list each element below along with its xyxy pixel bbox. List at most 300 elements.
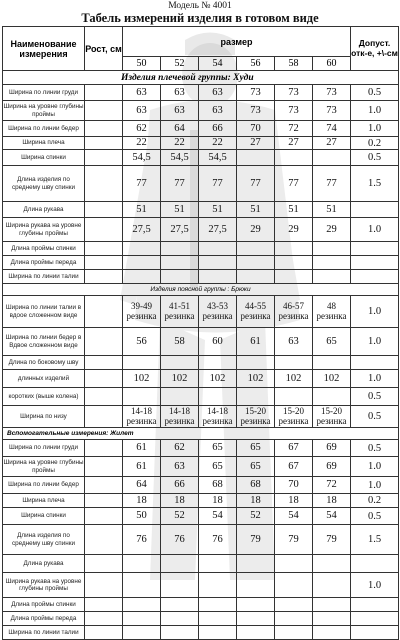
size-cell: 54	[199, 57, 237, 71]
value-cell: 43-53 резинка	[199, 296, 237, 328]
value-cell: 15-20 резинка	[275, 406, 313, 428]
height-cell	[85, 388, 123, 406]
table-row	[3, 508, 399, 525]
value-cell	[237, 270, 275, 284]
height-cell	[85, 477, 123, 494]
height-cell	[85, 328, 123, 356]
value-cell: 41-51 резинка	[161, 296, 199, 328]
value-cell	[199, 626, 237, 640]
table-row	[3, 242, 399, 256]
value-cell: 79	[237, 525, 275, 555]
document-title: Табель измерений изделия в готовом виде	[81, 11, 319, 25]
value-cell: 67	[275, 457, 313, 477]
value-cell	[313, 598, 351, 612]
height-cell	[85, 406, 123, 428]
table-row	[3, 626, 399, 640]
measurement-table	[2, 26, 399, 640]
table-row	[3, 256, 399, 270]
value-cell: 39-49 резинка	[123, 296, 161, 328]
table-row	[3, 356, 399, 370]
value-cell: 66	[161, 477, 199, 494]
measurement-label: Длина по боковому шву	[3, 356, 85, 370]
value-cell	[275, 598, 313, 612]
tolerance-cell: 0.5	[351, 440, 399, 457]
table-row	[3, 166, 399, 202]
value-cell: 22	[161, 137, 199, 150]
value-cell: 27,5	[161, 218, 199, 242]
value-cell	[161, 573, 199, 598]
value-cell: 77	[123, 166, 161, 202]
value-cell	[237, 388, 275, 406]
header-height: Рост, см	[85, 27, 123, 71]
header-size: размер	[123, 27, 351, 57]
value-cell: 72	[313, 477, 351, 494]
tolerance-cell	[351, 555, 399, 573]
value-cell: 63	[123, 85, 161, 101]
value-cell: 51	[237, 202, 275, 218]
value-cell: 29	[275, 218, 313, 242]
value-cell	[161, 270, 199, 284]
value-cell: 73	[275, 101, 313, 121]
section-title: Вспомогательные измерения: Жилет	[3, 428, 399, 440]
table-row	[3, 218, 399, 242]
height-cell	[85, 101, 123, 121]
value-cell	[123, 598, 161, 612]
height-cell	[85, 612, 123, 626]
value-cell: 29	[237, 218, 275, 242]
model-number: Модель № 4001	[168, 1, 232, 11]
table-row	[3, 370, 399, 388]
size-cell: 58	[275, 57, 313, 71]
tolerance-cell: 0.2	[351, 137, 399, 150]
value-cell: 22	[199, 137, 237, 150]
value-cell: 27	[237, 137, 275, 150]
value-cell	[313, 150, 351, 166]
value-cell: 102	[161, 370, 199, 388]
measurement-label: Ширина по линии талии в вдоое сложенном виде	[3, 296, 85, 328]
value-cell: 56	[123, 328, 161, 356]
value-cell: 63	[123, 101, 161, 121]
tolerance-cell: 1.0	[351, 101, 399, 121]
measurement-label: Ширина по линии бедер	[3, 121, 85, 137]
value-cell: 27	[313, 137, 351, 150]
size-cell: 60	[313, 57, 351, 71]
table-row	[3, 85, 399, 101]
value-cell: 68	[199, 477, 237, 494]
value-cell: 77	[313, 166, 351, 202]
value-cell: 54,5	[123, 150, 161, 166]
tolerance-cell: 1.0	[351, 370, 399, 388]
measurement-label: Ширина по линии талии	[3, 626, 85, 640]
tolerance-cell: 1.0	[351, 457, 399, 477]
value-cell: 63	[161, 101, 199, 121]
value-cell	[237, 573, 275, 598]
value-cell: 61	[237, 328, 275, 356]
value-cell	[313, 555, 351, 573]
value-cell: 46-57 резинка	[275, 296, 313, 328]
value-cell: 73	[275, 85, 313, 101]
section-title: Изделия плечевой группы: Худи	[3, 71, 399, 85]
value-cell	[123, 270, 161, 284]
tolerance-cell: 0.5	[351, 150, 399, 166]
tolerance-cell	[351, 598, 399, 612]
tolerance-cell: 1.0	[351, 218, 399, 242]
value-cell: 62	[161, 440, 199, 457]
value-cell: 29	[313, 218, 351, 242]
height-cell	[85, 440, 123, 457]
value-cell: 102	[199, 370, 237, 388]
value-cell	[275, 150, 313, 166]
value-cell: 18	[161, 494, 199, 508]
height-cell	[85, 555, 123, 573]
value-cell	[123, 555, 161, 573]
value-cell: 69	[313, 440, 351, 457]
tolerance-cell: 1.0	[351, 328, 399, 356]
measurement-label: Длина изделия по среднему шву спинки	[3, 166, 85, 202]
value-cell	[237, 356, 275, 370]
height-cell	[85, 121, 123, 137]
value-cell: 77	[199, 166, 237, 202]
value-cell	[199, 256, 237, 270]
value-cell: 68	[237, 477, 275, 494]
table-row	[3, 406, 399, 428]
height-cell	[85, 137, 123, 150]
measurement-label: Длина рукава	[3, 555, 85, 573]
size-cell: 52	[161, 57, 199, 71]
tolerance-cell: 0.2	[351, 494, 399, 508]
table-row	[3, 555, 399, 573]
value-cell: 67	[275, 440, 313, 457]
tolerance-cell	[351, 626, 399, 640]
value-cell	[199, 270, 237, 284]
measurement-label: Длина проймы спинки	[3, 598, 85, 612]
value-cell: 60	[199, 328, 237, 356]
value-cell	[237, 256, 275, 270]
value-cell: 18	[123, 494, 161, 508]
height-cell	[85, 494, 123, 508]
value-cell	[199, 242, 237, 256]
value-cell: 63	[161, 457, 199, 477]
section-title: Изделия поясной группы : Брюки	[3, 284, 399, 296]
measurement-label: Ширина спинки	[3, 150, 85, 166]
value-cell: 18	[237, 494, 275, 508]
height-cell	[85, 166, 123, 202]
value-cell: 65	[237, 440, 275, 457]
value-cell	[275, 242, 313, 256]
measurement-label: Длина проймы переда	[3, 612, 85, 626]
value-cell: 48 резинка	[313, 296, 351, 328]
value-cell: 79	[313, 525, 351, 555]
value-cell: 27,5	[123, 218, 161, 242]
height-cell	[85, 150, 123, 166]
value-cell: 77	[161, 166, 199, 202]
value-cell	[237, 612, 275, 626]
tolerance-cell: 1.0	[351, 477, 399, 494]
value-cell	[123, 626, 161, 640]
height-cell	[85, 508, 123, 525]
table-row	[3, 494, 399, 508]
value-cell: 54	[275, 508, 313, 525]
value-cell: 102	[237, 370, 275, 388]
value-cell: 77	[237, 166, 275, 202]
value-cell: 79	[275, 525, 313, 555]
value-cell: 102	[275, 370, 313, 388]
measurement-label: Ширина рукава на уровне глубины проймы	[3, 573, 85, 598]
tolerance-cell	[351, 202, 399, 218]
value-cell	[123, 612, 161, 626]
table-row	[3, 457, 399, 477]
height-cell	[85, 270, 123, 284]
value-cell: 64	[123, 477, 161, 494]
value-cell: 14-18 резинка	[161, 406, 199, 428]
value-cell	[161, 598, 199, 612]
value-cell	[123, 573, 161, 598]
value-cell: 63	[161, 85, 199, 101]
value-cell: 77	[275, 166, 313, 202]
value-cell	[123, 356, 161, 370]
value-cell	[161, 256, 199, 270]
tolerance-cell: 0.5	[351, 388, 399, 406]
value-cell	[123, 242, 161, 256]
value-cell: 27,5	[199, 218, 237, 242]
value-cell: 69	[313, 457, 351, 477]
value-cell: 65	[313, 328, 351, 356]
value-cell: 73	[237, 85, 275, 101]
measurement-label: Ширина по линии бедер в Вдвое сложенном виде	[3, 328, 85, 356]
value-cell	[275, 270, 313, 284]
value-cell: 76	[161, 525, 199, 555]
table-row	[3, 137, 399, 150]
size-cell: 50	[123, 57, 161, 71]
value-cell: 76	[199, 525, 237, 555]
value-cell	[161, 356, 199, 370]
value-cell: 27	[275, 137, 313, 150]
value-cell: 51	[123, 202, 161, 218]
value-cell: 62	[123, 121, 161, 137]
value-cell	[199, 598, 237, 612]
height-cell	[85, 218, 123, 242]
header-tolerance: Допуст. отк-е, +\-см	[351, 27, 399, 71]
tolerance-cell: 1.0	[351, 121, 399, 137]
value-cell	[237, 555, 275, 573]
value-cell: 66	[199, 121, 237, 137]
table-row	[3, 388, 399, 406]
value-cell	[161, 388, 199, 406]
value-cell: 54,5	[161, 150, 199, 166]
measurement-label: Ширина по низу	[3, 406, 85, 428]
measurement-label: Ширина плеча	[3, 137, 85, 150]
value-cell	[313, 242, 351, 256]
value-cell: 102	[313, 370, 351, 388]
value-cell: 18	[275, 494, 313, 508]
table-row	[3, 573, 399, 598]
value-cell	[313, 270, 351, 284]
value-cell: 73	[237, 101, 275, 121]
value-cell: 52	[161, 508, 199, 525]
size-cell: 56	[237, 57, 275, 71]
value-cell	[313, 356, 351, 370]
header-name: Наименование измерения	[3, 27, 85, 71]
measurement-label: Длина рукава	[3, 202, 85, 218]
section-row	[3, 428, 399, 440]
value-cell	[275, 356, 313, 370]
measurement-label: Ширина на уровне глубины проймы	[3, 457, 85, 477]
tolerance-cell	[351, 356, 399, 370]
table-row	[3, 150, 399, 166]
height-cell	[85, 626, 123, 640]
height-cell	[85, 256, 123, 270]
value-cell	[313, 612, 351, 626]
tolerance-cell: 0.5	[351, 406, 399, 428]
value-cell: 15-20 резинка	[237, 406, 275, 428]
value-cell	[199, 573, 237, 598]
tolerance-cell	[351, 270, 399, 284]
tolerance-cell	[351, 242, 399, 256]
value-cell: 65	[199, 440, 237, 457]
height-cell	[85, 525, 123, 555]
table-body	[3, 27, 399, 640]
value-cell: 65	[237, 457, 275, 477]
tolerance-cell: 1.0	[351, 296, 399, 328]
value-cell: 44-55 резинка	[237, 296, 275, 328]
tolerance-cell	[351, 612, 399, 626]
value-cell: 73	[313, 85, 351, 101]
measurement-label: Ширина по линии талии	[3, 270, 85, 284]
value-cell: 72	[275, 121, 313, 137]
value-cell	[123, 388, 161, 406]
measurement-label: коротких (выше колена)	[3, 388, 85, 406]
value-cell: 65	[199, 457, 237, 477]
value-cell: 70	[237, 121, 275, 137]
measurement-label: Ширина по линии бедер	[3, 477, 85, 494]
height-cell	[85, 202, 123, 218]
tolerance-cell	[351, 256, 399, 270]
height-cell	[85, 370, 123, 388]
value-cell	[199, 356, 237, 370]
value-cell: 18	[313, 494, 351, 508]
value-cell	[237, 150, 275, 166]
value-cell	[313, 388, 351, 406]
value-cell: 61	[123, 457, 161, 477]
value-cell: 70	[275, 477, 313, 494]
tolerance-cell: 1.5	[351, 525, 399, 555]
value-cell: 63	[275, 328, 313, 356]
measurement-label: Длина изделия по среднему шву спинки	[3, 525, 85, 555]
value-cell	[275, 612, 313, 626]
value-cell	[313, 573, 351, 598]
value-cell: 63	[199, 85, 237, 101]
value-cell: 54,5	[199, 150, 237, 166]
height-cell	[85, 457, 123, 477]
table-row	[3, 121, 399, 137]
tolerance-cell: 0.5	[351, 508, 399, 525]
value-cell	[237, 242, 275, 256]
tolerance-cell: 1.5	[351, 166, 399, 202]
measurement-label: Ширина плеча	[3, 494, 85, 508]
measurement-label: Длина проймы спинки	[3, 242, 85, 256]
table-row	[3, 598, 399, 612]
table-row	[3, 440, 399, 457]
value-cell: 51	[199, 202, 237, 218]
measurement-label: Ширина спинки	[3, 508, 85, 525]
value-cell	[161, 242, 199, 256]
height-cell	[85, 356, 123, 370]
height-cell	[85, 85, 123, 101]
table-row	[3, 270, 399, 284]
value-cell	[199, 555, 237, 573]
value-cell: 58	[161, 328, 199, 356]
value-cell: 51	[161, 202, 199, 218]
header-row	[3, 27, 399, 57]
table-row	[3, 612, 399, 626]
value-cell: 64	[161, 121, 199, 137]
measurement-label: Ширина рукава на уровне глубины проймы	[3, 218, 85, 242]
value-cell	[275, 256, 313, 270]
measurement-label: длинных изделий	[3, 370, 85, 388]
tolerance-cell: 0.5	[351, 85, 399, 101]
height-cell	[85, 573, 123, 598]
value-cell: 73	[313, 101, 351, 121]
value-cell	[275, 626, 313, 640]
value-cell: 18	[199, 494, 237, 508]
value-cell	[237, 598, 275, 612]
value-cell	[161, 612, 199, 626]
table-row	[3, 202, 399, 218]
value-cell: 14-18 резинка	[199, 406, 237, 428]
value-cell	[237, 626, 275, 640]
value-cell: 14-18 резинка	[123, 406, 161, 428]
value-cell	[161, 555, 199, 573]
value-cell	[275, 573, 313, 598]
value-cell: 54	[313, 508, 351, 525]
value-cell	[275, 555, 313, 573]
value-cell: 52	[237, 508, 275, 525]
value-cell: 50	[123, 508, 161, 525]
table-row	[3, 328, 399, 356]
value-cell: 74	[313, 121, 351, 137]
value-cell	[199, 612, 237, 626]
height-cell	[85, 242, 123, 256]
measurement-label: Длина проймы переда	[3, 256, 85, 270]
value-cell	[275, 388, 313, 406]
value-cell: 51	[275, 202, 313, 218]
table-row	[3, 525, 399, 555]
value-cell: 102	[123, 370, 161, 388]
table-row	[3, 296, 399, 328]
value-cell: 61	[123, 440, 161, 457]
value-cell	[313, 256, 351, 270]
value-cell: 63	[199, 101, 237, 121]
measurement-label: Ширина по линии груди	[3, 85, 85, 101]
table-row	[3, 477, 399, 494]
measurement-label: Ширина на уровне глубины проймы	[3, 101, 85, 121]
value-cell: 54	[199, 508, 237, 525]
height-cell	[85, 296, 123, 328]
value-cell: 51	[313, 202, 351, 218]
value-cell: 22	[123, 137, 161, 150]
section-row	[3, 71, 399, 85]
measurement-label: Ширина по линии груди	[3, 440, 85, 457]
value-cell: 15-20 резинка	[313, 406, 351, 428]
table-row	[3, 101, 399, 121]
value-cell	[313, 626, 351, 640]
value-cell	[199, 388, 237, 406]
value-cell	[123, 256, 161, 270]
tolerance-cell: 1.0	[351, 573, 399, 598]
section-row	[3, 284, 399, 296]
height-cell	[85, 598, 123, 612]
value-cell	[161, 626, 199, 640]
